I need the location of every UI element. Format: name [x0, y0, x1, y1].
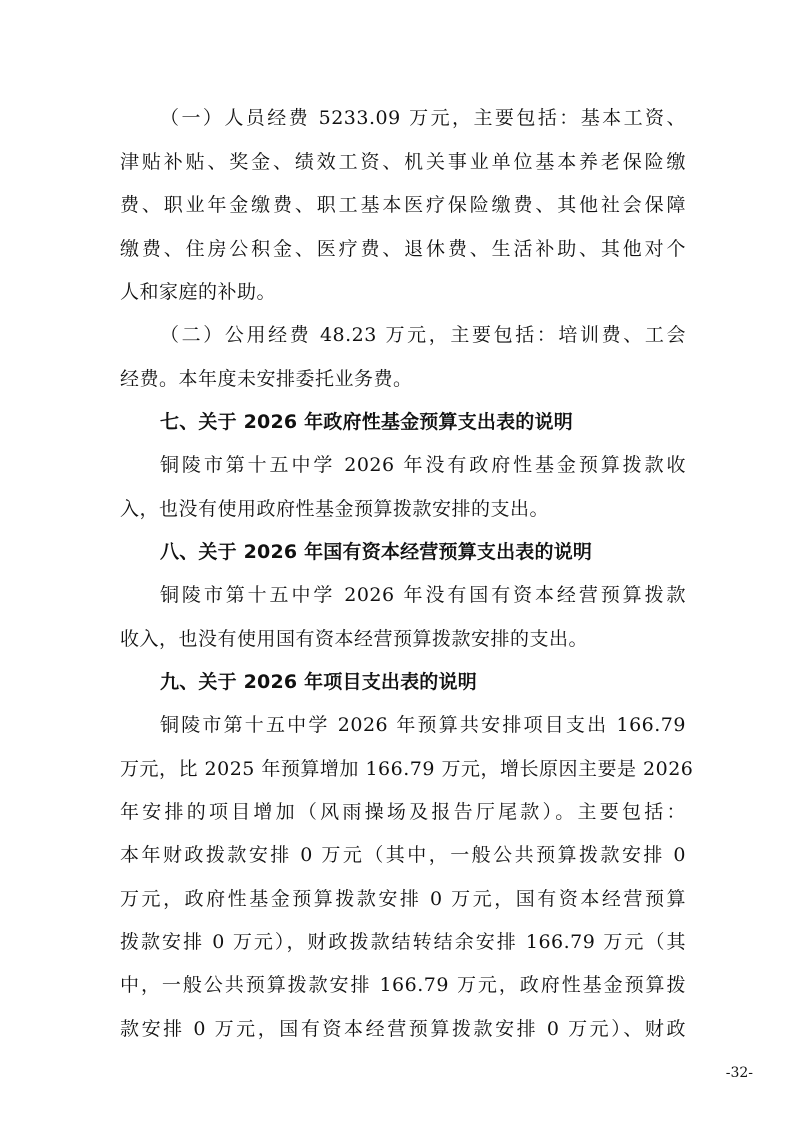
paragraph-fund-line-1: 铜陵市第十五中学 2026 年没有政府性基金预算拨款收 [160, 454, 686, 476]
paragraph-personnel-line-4: 缴费、住房公积金、医疗费、退休费、生活补助、其他对个 [120, 238, 686, 260]
paragraph-personnel-line-5: 人和家庭的补助。 [120, 281, 277, 303]
paragraph-project-line-2: 万元，比 2025 年预算增加 166.79 万元，增长原因主要是 2026 [120, 758, 694, 780]
section-heading-eight: 八、关于 2026 年国有资本经营预算支出表的说明 [160, 541, 593, 563]
paragraph-capital-line-1: 铜陵市第十五中学 2026 年没有国有资本经营预算拨款 [160, 584, 686, 606]
paragraph-fund-line-2: 入，也没有使用政府性基金预算拨款安排的支出。 [120, 498, 550, 520]
paragraph-personnel-line-1: （一）人员经费 5233.09 万元，主要包括：基本工资、 [160, 107, 686, 129]
paragraph-project-line-3: 年安排的项目增加（风雨操场及报告厅尾款）。主要包括： [120, 801, 686, 823]
paragraph-public-line-1: （二）公用经费 48.23 万元，主要包括：培训费、工会 [160, 324, 686, 346]
section-heading-seven: 七、关于 2026 年政府性基金预算支出表的说明 [160, 411, 573, 433]
page-number: -32- [725, 1065, 753, 1081]
paragraph-project-line-1: 铜陵市第十五中学 2026 年预算共安排项目支出 166.79 [160, 714, 686, 736]
paragraph-project-line-6: 拨款安排 0 万元），财政拨款结转结余安排 166.79 万元（其 [120, 931, 686, 953]
paragraph-project-line-8: 款安排 0 万元，国有资本经营预算拨款安排 0 万元）、财政 [120, 1018, 686, 1040]
paragraph-personnel-line-3: 费、职业年金缴费、职工基本医疗保险缴费、其他社会保障 [120, 194, 686, 216]
paragraph-project-line-4: 本年财政拨款安排 0 万元（其中，一般公共预算拨款安排 0 [120, 844, 686, 866]
paragraph-capital-line-2: 收入，也没有使用国有资本经营预算拨款安排的支出。 [120, 628, 589, 650]
paragraph-personnel-line-2: 津贴补贴、奖金、绩效工资、机关事业单位基本养老保险缴 [120, 151, 686, 173]
paragraph-project-line-7: 中，一般公共预算拨款安排 166.79 万元，政府性基金预算拨 [120, 974, 686, 996]
section-heading-nine: 九、关于 2026 年项目支出表的说明 [160, 671, 477, 693]
paragraph-project-line-5: 万元，政府性基金预算拨款安排 0 万元，国有资本经营预算 [120, 888, 686, 910]
paragraph-public-line-2: 经费。本年度未安排委托业务费。 [120, 368, 413, 390]
